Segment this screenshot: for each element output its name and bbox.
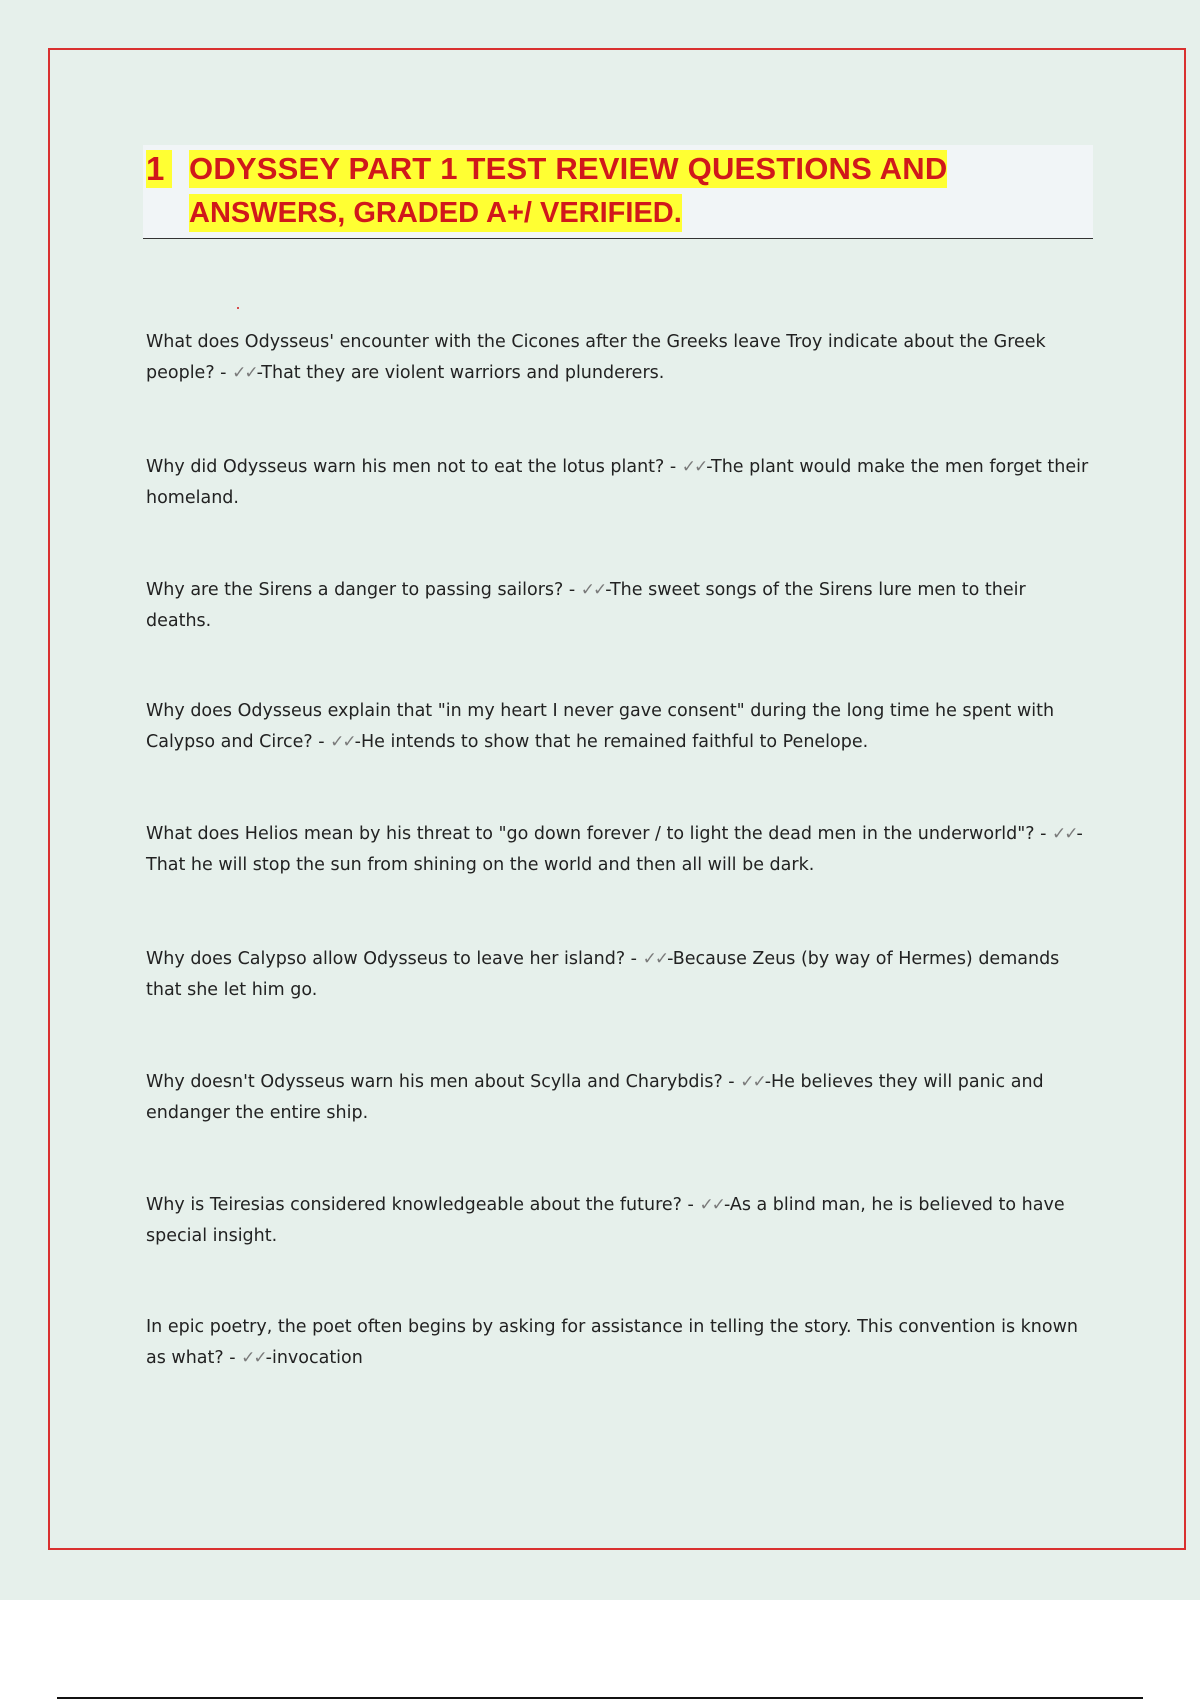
double-check-icon: ✓✓	[699, 1195, 724, 1215]
question-text: Why does Calypso allow Odysseus to leave her island? -	[146, 949, 637, 969]
double-check-icon: ✓✓	[642, 949, 668, 969]
double-check-icon: ✓✓	[330, 732, 355, 752]
heading-title-line-2: ANSWERS, GRADED A+/ VERIFIED.	[189, 194, 682, 232]
answer-text: -That he will stop the sun from shining on the world and then all will be dark.	[146, 824, 1083, 875]
qa-item-9	[146, 1312, 1094, 1374]
heading-number: 1	[146, 150, 172, 188]
double-check-icon: ✓✓	[241, 1348, 266, 1368]
question-text: In epic poetry, the poet often begins by asking for assistance in telling the story. This convention is known as what? -	[146, 1317, 1078, 1368]
bottom-divider	[57, 1697, 1143, 1699]
double-check-icon: ✓✓	[232, 363, 257, 383]
answer-text: -The plant would make the men forget their homeland.	[146, 457, 1089, 508]
qa-item-5	[146, 819, 1094, 881]
answer-text: -As a blind man, he is believed to have special insight.	[146, 1195, 1065, 1246]
answer-text: -invocation	[265, 1348, 363, 1368]
stray-dot	[237, 307, 239, 309]
double-check-icon: ✓✓	[740, 1072, 765, 1092]
answer-text: -That they are violent warriors and plunderers.	[256, 363, 665, 383]
answer-text: -He believes they will panic and endanger the entire ship.	[146, 1072, 1044, 1123]
double-check-icon: ✓✓	[1052, 824, 1077, 844]
qa-item-6	[146, 944, 1094, 1006]
question-text: Why did Odysseus warn his men not to eat the lotus plant? -	[146, 457, 677, 477]
qa-item-4	[146, 696, 1094, 758]
answer-text: -The sweet songs of the Sirens lure men to their deaths.	[146, 580, 1026, 631]
question-text: What does Odysseus' encounter with the Cicones after the Greeks leave Troy indicate about the Greek people? -	[146, 332, 1046, 383]
qa-item-7	[146, 1067, 1094, 1129]
answer-text: -Because Zeus (by way of Hermes) demands that she let him go.	[146, 949, 1060, 1000]
question-text: What does Helios mean by his threat to "go down forever / to light the dead men in the underworld"? -	[146, 824, 1047, 844]
question-text: Why doesn't Odysseus warn his men about Scylla and Charybdis? -	[146, 1072, 735, 1092]
question-text: Why are the Sirens a danger to passing sailors? -	[146, 580, 576, 600]
question-text: Why does Odysseus explain that "in my heart I never gave consent" during the long time he spent with Calypso and Circe? -	[146, 701, 1055, 752]
qa-item-1	[146, 327, 1094, 389]
qa-item-3	[146, 575, 1094, 637]
answer-text: -He intends to show that he remained faithful to Penelope.	[354, 732, 869, 752]
question-text: Why is Teiresias considered knowledgeable about the future? -	[146, 1195, 694, 1215]
qa-item-2	[146, 452, 1094, 514]
heading-title-line-1: ODYSSEY PART 1 TEST REVIEW QUESTIONS AND	[189, 151, 948, 186]
double-check-icon: ✓✓	[580, 580, 606, 600]
qa-item-8	[146, 1190, 1094, 1252]
double-check-icon: ✓✓	[681, 457, 707, 477]
